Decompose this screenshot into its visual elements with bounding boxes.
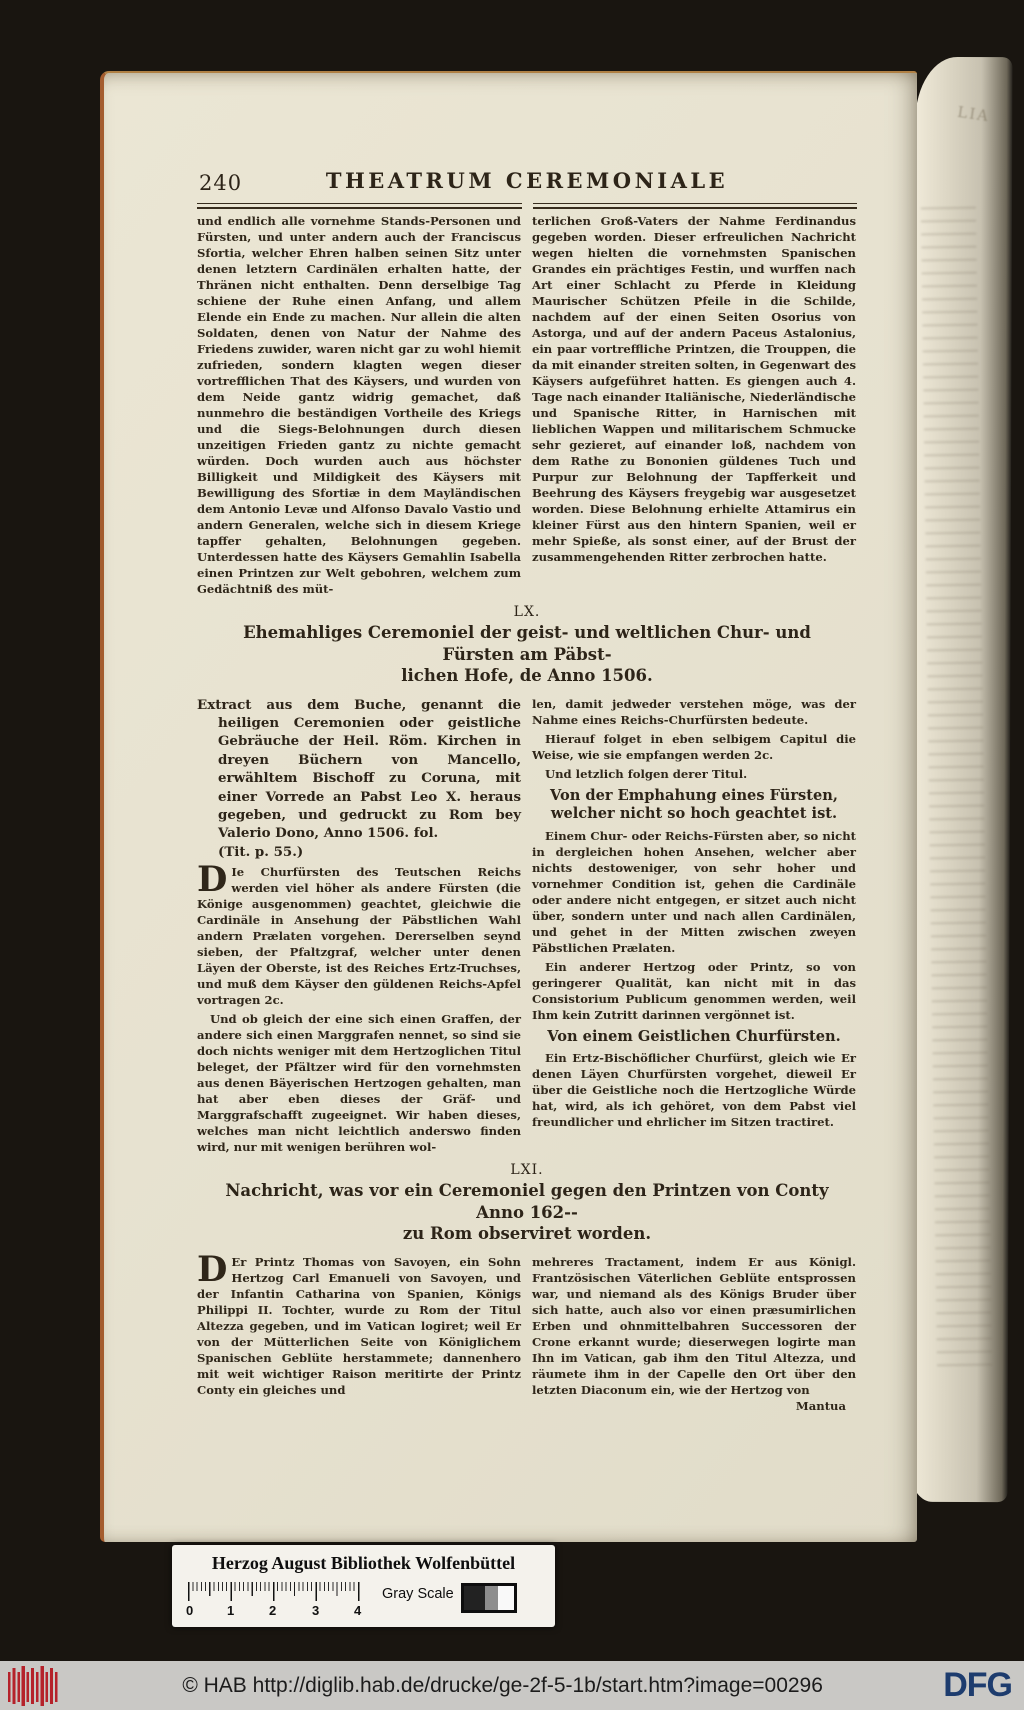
section-lx-left-column bbox=[197, 696, 521, 1156]
section-lxi-title bbox=[207, 1180, 847, 1245]
running-head bbox=[197, 168, 857, 198]
section-lx-columns bbox=[197, 696, 857, 1156]
subheading-emphahung: Von der Emphahung eines Fürsten, welcher nicht so hoch geachtet ist. bbox=[550, 786, 838, 822]
section-lx-right-paragraph-3: Und letzlich folgen derer Titul. bbox=[545, 766, 748, 781]
section-lx-right-column bbox=[532, 696, 856, 1131]
dfg-logo: DFG bbox=[943, 1666, 1012, 1704]
page-number: 240 bbox=[199, 171, 243, 195]
section-lxi-title-line2: zu Rom observiret worden. bbox=[402, 1224, 652, 1244]
next-page-ghost-lines bbox=[921, 207, 992, 1373]
column-rule-right bbox=[533, 203, 858, 209]
bottom-bar bbox=[0, 1661, 1024, 1710]
subheading-emphahung-paragraph-2: Ein anderer Hertzog oder Printz, so von geringerer Qualität, kan nicht mit in das Consistorium Publicum genommen werden, weil Ihm kein Zutritt darinnen vergönnet ist. bbox=[532, 959, 856, 1022]
section-lx-title-line2: lichen Hofe, de Anno 1506. bbox=[401, 666, 653, 685]
next-page-edge bbox=[910, 57, 1012, 1502]
hab-logo-icon bbox=[8, 1666, 62, 1706]
section-lx-title-line1: Ehemahliges Ceremoniel der geist- und weltlichen Chur- und Fürsten am Päbst- bbox=[243, 623, 811, 664]
ruler-number: 3 bbox=[312, 1603, 320, 1618]
section-lxi-right-paragraph: mehreres Tractament, indem Er aus Königl. Frantzösischen Väterlichen Geblüte entsprossen war, und niemand als des Königs Bruder über sich hatte, auch also vor einen præsumirlichen Erben und ohnmittelbahren Successoren der Crone erkannt wurde; dieserwegen logirte man Ihn im Vatican, gab ihm den Titul Altezza, und räumete ihm in der Capelle den Ort über den letzten Diaconum ein, wie der Hertzog von bbox=[532, 1254, 856, 1397]
extract-citation: (Tit. p. 55.) bbox=[218, 843, 304, 860]
section-lxi-left-text: Er Printz Thomas von Savoyen, ein Sohn Hertzog Carl Emanueli von Savoyen, und der Infantin Catharina von Spanien, Königs Philippi II. Tochter, wurde zu Rom der Titul Altezza gegeben, und im Vatican logiret; weil Er von der Mütterlichen Seite von Königlichem Spanischen Geblüte herstammete; dannenhero mit weit wichtiger Raison meritirte der Printz Conty ein gleiches und bbox=[197, 1254, 521, 1397]
section-lxi-columns bbox=[197, 1248, 857, 1414]
dropcap-initial: D bbox=[197, 1248, 228, 1290]
continuation-columns bbox=[197, 213, 857, 597]
section-lx-title bbox=[207, 622, 847, 687]
gray-scale-white-patch bbox=[498, 1586, 514, 1610]
section-lx-paragraph-1-text: Ie Churfürsten des Teutschen Reichs werden viel höher als andere Fürsten (die Könige ausgenommen) geachtet, gleichwie die Cardinäle in Ansehung der Päbstlichen Wahl andern Prælaten vorgehen. Dererselben seynd sieben, der Pfaltzgraf, welcher unter denen Läyen der Oberste, ist des Reiches Ertz-Truchses, und muß dem Käyser den güldenen Reichs-Apfel vortragen 2c. bbox=[197, 865, 521, 1008]
section-lxi-right-column bbox=[532, 1254, 856, 1414]
section-lx-right-paragraph-2: Hierauf folget in eben selbigem Capitul die Weise, wie sie empfangen werden 2c. bbox=[532, 731, 856, 762]
hab-label-card bbox=[172, 1545, 555, 1627]
continuation-left-paragraph: und endlich alle vornehme Stands-Personen und Fürsten, und unter andern auch der Franciscus Sfortia, welcher Ehren halben seinen Sitz unter denen letztern Cardinälen erhalten hatte, der Thränen nicht enthalten. Denn derselbige Tag schiene der Ruhe einen Anfang, und allem Elende ein Ende zu machen. Nur allein die alten Soldaten, denen von Natur der Nahme des Friedens zuwider, waren nicht gar zu wohl hiemit zufrieden, sondern klagten wegen dieser vortrefflichen That des Käysers, und wurden von dem Neide gantz widrig gemachet, daß nunmehro die beständigen Vortheile des Kriegs und die Siegs-Belohnungen durch diesen unzeitigen Frieden gantz zu nichte gemacht würden. Doch wurden auch aus höchster Billigkeit und Mildigkeit des Käysers mit Bewilligung des Sfortiæ in dem Mayländischen dem Antonio Levæ und Alfonso Davalo Vastio und andern Generalen, welche sich in diesem Kriege tapffer gehalten, Belohnungen gegeben. Unterdessen hatte des Käysers Gemahlin Isabella einen Printzen zur Welt gebohren, welchem zum Gedächtniß des müt- bbox=[197, 214, 521, 596]
extract-paragraph: Extract aus dem Buche, genannt die heiligen Ceremonien oder geistliche Gebräuche der Heil. Röm. Kirchen in dreyen Büchern von Mancello, erwähltem Bischoff zu Coruna, mit einer Vorrede an Pabst Leo X. heraus gegeben, und gedruckt zu Rom bey Valerio Dono, Anno 1506. fol. bbox=[197, 696, 521, 842]
page-content bbox=[197, 71, 857, 1540]
gray-scale-gray-patch bbox=[485, 1586, 499, 1610]
ruler-number: 2 bbox=[269, 1603, 277, 1618]
ruler-number: 1 bbox=[227, 1603, 235, 1618]
column-rule-left bbox=[197, 203, 522, 209]
ruler-row bbox=[188, 1582, 517, 1622]
subheading-geistlicher-paragraph: Ein Ertz-Bischöflicher Churfürst, gleich wie Er denen Läyen Churfürsten vorgehet, dieweil Er über die Geistliche noch die Hertzogliche Würde hat, wird, als ich gehöret, von dem Pabst viel freundlicher und ehrlicher im Sitzen tractiret. bbox=[532, 1051, 856, 1129]
continuation-right-paragraph: terlichen Groß-Vaters der Nahme Ferdinandus gegeben worden. Dieser erfreulichen Nachricht wegen hielten die vornehmsten Spanischen Grandes ein prächtiges Festin, und wurffen nach Art einer Schlacht zu Pferde in Kleidung Maurischer Schützen Pfeile in die Schilde, nachdem auf der einen Seiten Osorius von Astorga, und auf der andern Paceus Astalonius, ein paar vortreffliche Printzen, die Trouppen, die da mit einander streiten solten, in Gegenwart des Käysers aufgeführet hatten. Es giengen auch 4. Tage nach einander Italiänische, Niederländische und Spanische Ritter, in Harnischen mit lieblichen Wappen und militarischem Schmucke sehr gezieret, auf einander loß, nachdem von dem Rathe zu Bononien güldenes Tuch und Purpur zur Belohnung der Tapfferkeit und Beehrung des Käysers freygebig war ausgesetzet worden. Diese Belohnung erhielte Attamirus ein kleiner Fürst aus den hintern Spanien, weil er mehr Spieße, als sonst einer, auf der Brust der zusammengehenden Ritter zerbrochen hatte. bbox=[532, 214, 856, 564]
text-flow bbox=[197, 213, 857, 1414]
library-name: Herzog August Bibliothek Wolfenbüttel bbox=[211, 1553, 516, 1573]
ruler-ticks-cm bbox=[188, 1582, 361, 1601]
section-lx-number: LX. bbox=[513, 604, 541, 620]
section-lxi-left-paragraph bbox=[197, 1248, 521, 1398]
subheading-emphahung-paragraph-1: Einem Chur- oder Reichs-Fürsten aber, so nicht in dergleichen hohen Ansehen, welcher aber nichts destoweniger, von sehr hoher und vornehmer Condition ist, gehen die Cardinäle oder andere nicht entgegen, er sitzet auch nicht über, sondern unter und nach allen Cardinälen, und gehet in der Mitten zwischen zweyen Päbstlichen Prælaten. bbox=[532, 828, 856, 955]
subheading-geistlicher-churfuerst: Von einem Geistlichen Churfürsten. bbox=[547, 1027, 841, 1045]
gray-scale-black-patch bbox=[464, 1586, 485, 1610]
ruler-number: 0 bbox=[186, 1603, 194, 1618]
running-title: THEATRUM CEREMONIALE bbox=[325, 168, 729, 193]
gray-scale-patches bbox=[461, 1583, 517, 1613]
header-rules bbox=[197, 203, 857, 209]
cm-ruler bbox=[188, 1582, 370, 1622]
section-lx-right-paragraph-1: len, damit jedweder verstehen möge, was der Nahme eines Reichs-Churfürsten bedeute. bbox=[532, 696, 856, 727]
gray-scale-label: Gray Scale bbox=[382, 1586, 454, 1602]
section-lxi-number: LXI. bbox=[510, 1162, 544, 1179]
ruler-number: 4 bbox=[354, 1603, 362, 1618]
section-lx-paragraph-1 bbox=[197, 859, 521, 1008]
section-lxi-title-line1: Nachricht, was vor ein Ceremoniel gegen den Printzen von Conty Anno 162-- bbox=[225, 1181, 829, 1222]
catchword: Mantua bbox=[795, 1398, 846, 1413]
section-lx-paragraph-2: Und ob gleich der eine sich einen Graffen, der andere sich einen Marggrafen nennet, so sind sie doch nichts weniger mit dem Hertzoglichen Titul beleget, der Pfältzer wird für den vornehmsten aus denen Bäyerischen Hertzogen gehalten, man hat aber eben dieses der Gräf- und Marggrafschafft zugeeignet. Wir haben dieses, welches man nicht leichtlich anderswo finden wird, nur mit wenigen berühren wol- bbox=[197, 1012, 521, 1155]
dropcap-initial: D bbox=[197, 859, 228, 901]
next-page-ghost-text: LIA bbox=[956, 102, 992, 126]
copyright-url: © HAB http://diglib.hab.de/drucke/ge-2f-5-1b/start.htm?image=00296 bbox=[182, 1673, 823, 1697]
ruler-numbers bbox=[188, 1603, 370, 1619]
